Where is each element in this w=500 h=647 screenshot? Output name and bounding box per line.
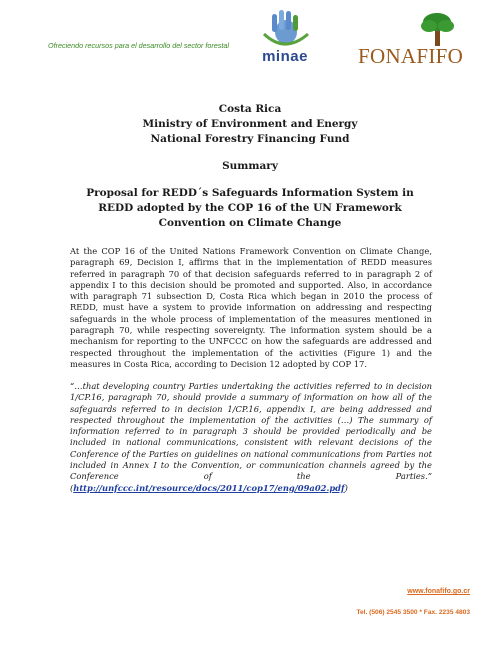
minae-logo xyxy=(250,8,330,68)
tagline: Ofreciendo recursos para el desarrollo del sector forestal xyxy=(48,41,229,50)
quote-text: “…that developing country Parties undertaking the activities referred to in decision 1/CP.16, paragraph 70, should provide a summary of information on how all of the safeguards referred to in decision 1/CP.16, appendix I, are being addressed and respected throughout the implementation of the activities (…) The summary of information referred to in paragraph 3 should be provided periodically and be included in national communications, consistent with relevant decisions of the Conference of the Parties on guidelines on national communications from Parties not included in Annex I to the Convention, or communication channels agreed by the Conference of the Parties.” xyxy=(70,381,432,482)
fonafifo-logo-text: FONAFIFO xyxy=(358,44,464,68)
document-title xyxy=(0,102,500,147)
footer-contact: Tel. (506) 2545 3500 * Fax. 2235 4803 xyxy=(356,609,470,616)
title-country: Costa Rica xyxy=(218,103,282,115)
fonafifo-logo xyxy=(358,10,488,70)
minae-logo-text: minae xyxy=(262,48,308,65)
link-open-paren: ( xyxy=(70,482,74,493)
minae-hand-icon xyxy=(250,8,320,52)
footer-website-link[interactable]: www.fonafifo.go.cr xyxy=(407,588,470,595)
quote-paragraph xyxy=(70,381,432,494)
title-ministry: Ministry of Environment and Energy xyxy=(142,118,358,130)
summary-heading: Summary xyxy=(222,160,278,172)
page-header xyxy=(0,0,500,75)
title-fund: National Forestry Financing Fund xyxy=(150,133,350,145)
unfccc-link[interactable]: http://unfccc.int/resource/docs/2011/cop17/eng/09a02.pdf xyxy=(73,482,345,493)
link-close-paren: ) xyxy=(344,482,348,493)
proposal-title: Proposal for REDD´s Safeguards Information System in REDD adopted by the COP 16 of the UN Framework Convention on Climate Change xyxy=(86,187,414,229)
body-paragraph: At the COP 16 of the United Nations Framework Convention on Climate Change, paragraph 69, Decision I, affirms that in the implementation of REDD measures referred in paragraph 70 of that decision safeguards referred to in paragraph 2 of appendix I to this decision should be promoted and supported. Also, in accordance with paragraph 71 subsection D, Costa Rica which began in 2010 the process of REDD, must have a system to provide information on addressing and respecting safeguards in the whole process of implementation of the measures mentioned in paragraph 70, while respecting sovereignty. The information system should be a mechanism for reporting to the UNFCCC on how the safeguards are addressed and respected throughout the implementation of the activities (Figure 1) and the measures in Costa Rica, according to Decision 12 adopted by COP 17. xyxy=(70,246,432,369)
